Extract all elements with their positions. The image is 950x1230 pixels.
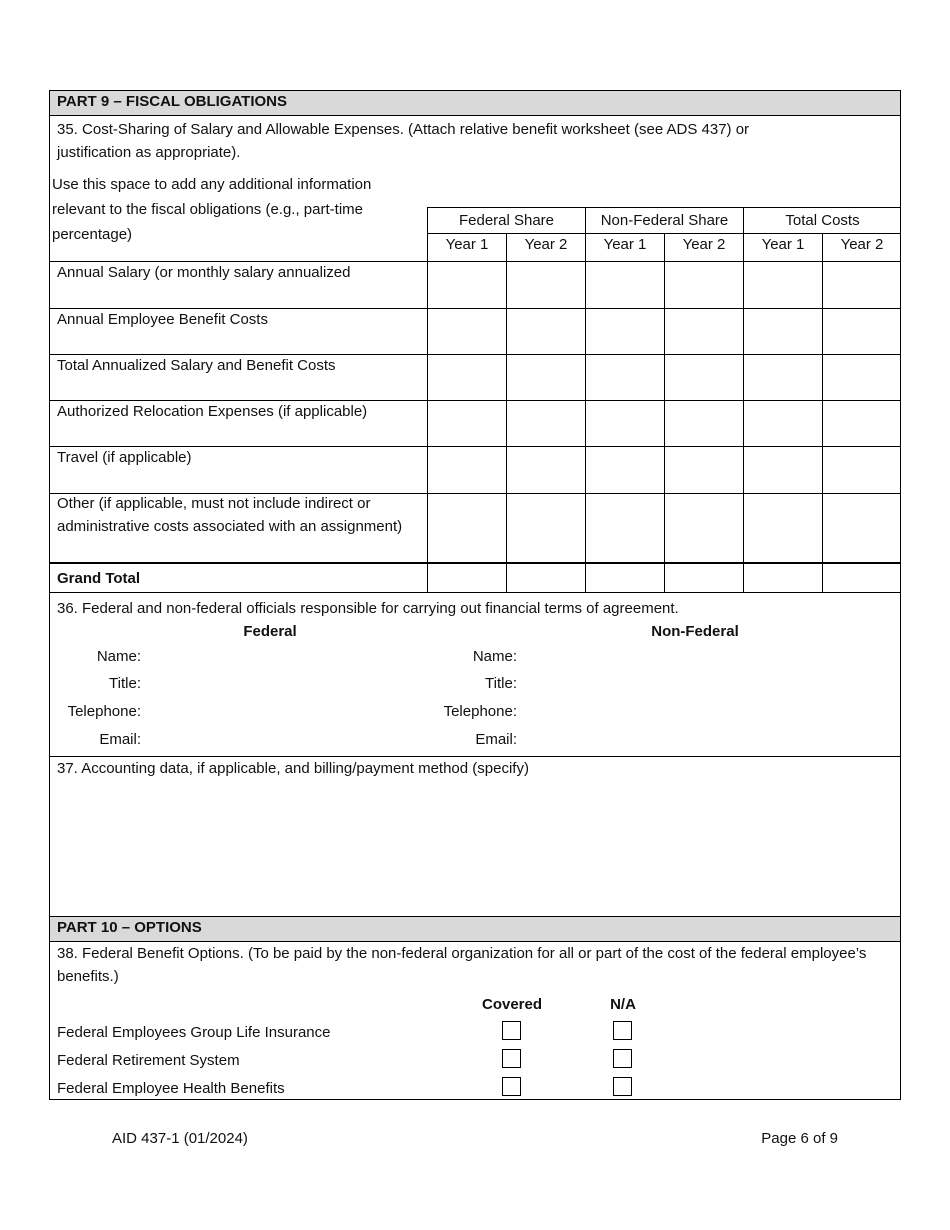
year-header: Year 2 — [524, 236, 568, 253]
divider — [50, 592, 900, 593]
nonfederal-label: Non-Federal — [651, 623, 739, 640]
option-label-health: Federal Employee Health Benefits — [57, 1080, 285, 1097]
q37-text: 37. Accounting data, if applicable, and billing/payment method (specify) — [57, 760, 529, 777]
group-header-nonfederal: Non-Federal Share — [600, 212, 729, 229]
row-label-grand-total: Grand Total — [57, 570, 141, 587]
federal-label: Federal — [243, 623, 297, 640]
nonfederal-name-label: Name: — [472, 648, 517, 665]
col-line — [506, 233, 507, 592]
nonfederal-title-label: Title: — [485, 675, 517, 692]
health-covered-checkbox[interactable] — [502, 1077, 521, 1096]
divider — [50, 562, 900, 564]
fegli-na-checkbox[interactable] — [613, 1021, 632, 1040]
fiscal-note: Use this space to add any additional information relevant to the fiscal obligations (e.g., part-time percentage) — [52, 176, 372, 243]
nonfederal-email-label: Email: — [475, 731, 517, 748]
year-header: Year 1 — [445, 236, 489, 253]
health-na-checkbox[interactable] — [613, 1077, 632, 1096]
col-line — [822, 233, 823, 592]
col-line — [585, 207, 586, 592]
nonfederal-telephone-label: Telephone: — [443, 703, 517, 720]
divider — [50, 115, 900, 116]
federal-title-label: Title: — [109, 675, 141, 692]
col-line — [664, 233, 665, 592]
form-frame — [49, 90, 901, 1100]
divider — [427, 207, 900, 208]
year-header: Year 1 — [761, 236, 805, 253]
part9-header: PART 9 – FISCAL OBLIGATIONS — [50, 91, 900, 115]
part10-header: PART 10 – OPTIONS — [50, 917, 900, 941]
page-number: Page 6 of 9 — [761, 1130, 838, 1147]
year-header: Year 2 — [840, 236, 884, 253]
na-header: N/A — [610, 996, 636, 1013]
option-label-fegli: Federal Employees Group Life Insurance — [57, 1024, 331, 1041]
col-line — [743, 207, 744, 592]
covered-header: Covered — [481, 996, 543, 1013]
fegli-covered-checkbox[interactable] — [502, 1021, 521, 1040]
group-header-total: Total Costs — [785, 212, 860, 229]
federal-name-label: Name: — [96, 648, 141, 665]
q35-text: 35. Cost-Sharing of Salary and Allowable Expenses. (Attach relative benefit worksheet (see ADS 437) or justification as appropriate). — [57, 121, 750, 161]
retirement-covered-checkbox[interactable] — [502, 1049, 521, 1068]
row-label-other: Other (if applicable, must not include indirect or administrative costs associated with an assignment) — [57, 495, 403, 535]
retirement-na-checkbox[interactable] — [613, 1049, 632, 1068]
row-label-travel: Travel (if applicable) — [57, 449, 192, 466]
year-header: Year 2 — [682, 236, 726, 253]
group-header-federal: Federal Share — [458, 212, 555, 229]
federal-telephone-label: Telephone: — [67, 703, 141, 720]
year-header: Year 1 — [603, 236, 647, 253]
q38-text: 38. Federal Benefit Options. (To be paid by the non-federal organization for all or part of the cost of the federal employee’s benefits.) — [57, 945, 867, 985]
row-label-total-annualized: Total Annualized Salary and Benefit Costs — [57, 357, 336, 374]
row-label-annual-salary: Annual Salary (or monthly salary annualized — [57, 264, 351, 281]
form-id: AID 437-1 (01/2024) — [112, 1130, 248, 1147]
col-line — [427, 207, 428, 592]
row-label-relocation: Authorized Relocation Expenses (if applicable) — [57, 403, 368, 420]
option-label-retirement: Federal Retirement System — [57, 1052, 240, 1069]
federal-email-label: Email: — [99, 731, 141, 748]
row-label-benefit-costs: Annual Employee Benefit Costs — [57, 311, 268, 328]
q36-text: 36. Federal and non-federal officials responsible for carrying out financial terms of agreement. — [57, 600, 679, 617]
